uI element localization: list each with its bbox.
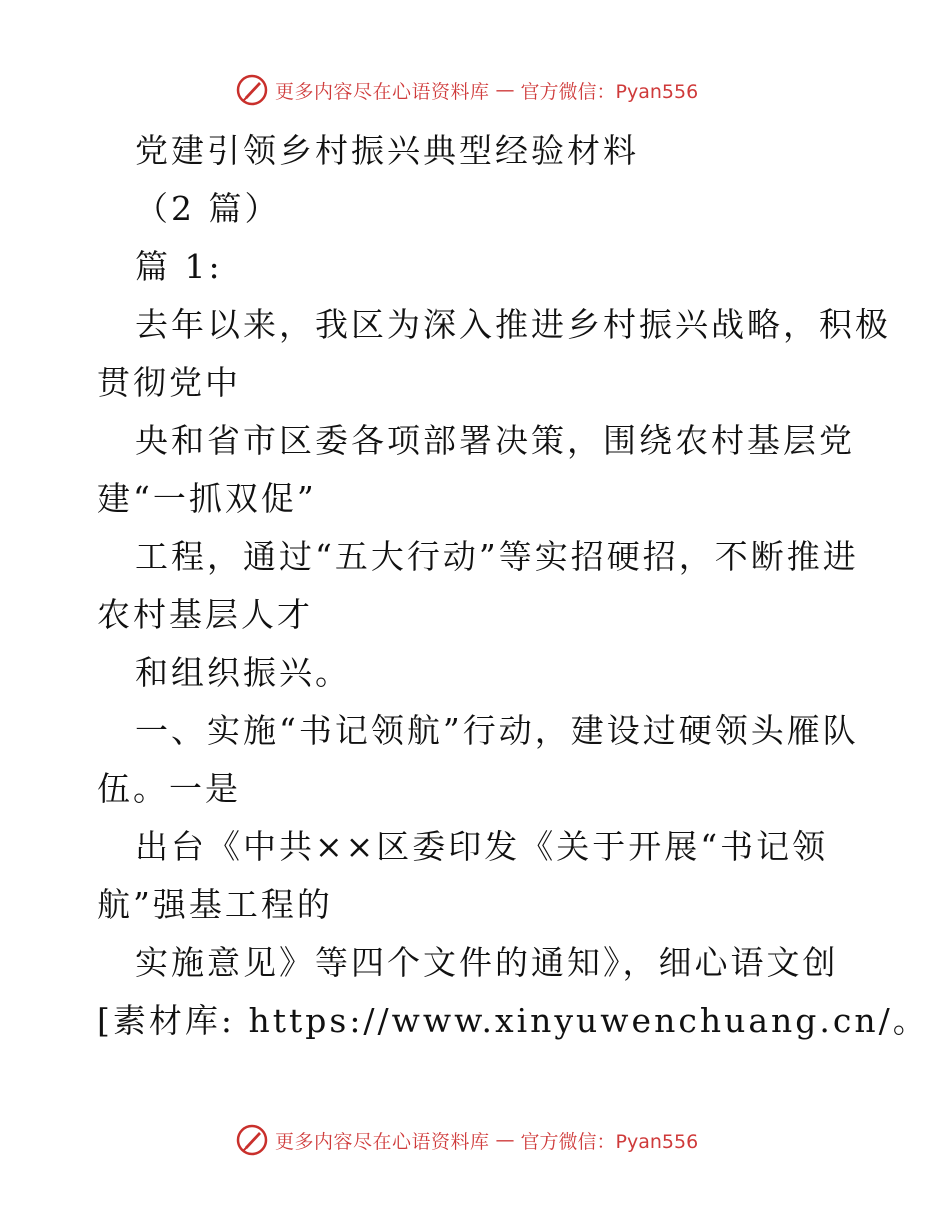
document-title: 党建引领乡村振兴典型经验材料 (135, 131, 639, 170)
paragraph-line: 工程，通过“五大行动”等实招硬招，不断推进 (135, 537, 859, 576)
watermark-wechat: 官方微信：Pyan556 (520, 1130, 699, 1153)
paragraph-line: 伍。一是 (97, 769, 241, 808)
paragraph-line: 出台《中共××区委印发《关于开展“书记领 (135, 827, 829, 866)
quill-logo-icon (235, 1123, 269, 1157)
paragraph-line: 贯彻党中 (97, 363, 241, 402)
document-subtitle: （2 篇） (135, 189, 281, 228)
heading-line: 一、实施“书记领航”行动，建设过硬领头雁队 (135, 711, 859, 750)
paragraph-line: 实施意见》等四个文件的通知》，细心语文创 (135, 943, 839, 982)
paragraph-line: 去年以来，我区为深入推进乡村振兴战略，积极 (135, 305, 891, 344)
watermark-text: 更多内容尽在心语资料库 (275, 1130, 490, 1153)
quill-logo-icon (235, 73, 269, 107)
footer-watermark (235, 1123, 698, 1157)
watermark-wechat: 官方微信：Pyan556 (520, 80, 699, 103)
document-body (97, 122, 929, 1050)
paragraph-line: 央和省市区委各项部署决策，围绕农村基层党 (135, 421, 855, 460)
section-label: 篇 1: (135, 247, 223, 286)
watermark-dash: — (495, 79, 515, 101)
paragraph-line: 建“一抓双促” (97, 479, 317, 518)
watermark-text: 更多内容尽在心语资料库 (275, 80, 490, 103)
paragraph-line: 航”强基工程的 (97, 885, 333, 924)
url-line: [素材库: https://www.xinyuwenchuang.cn/。 (97, 1001, 929, 1040)
watermark-dash: — (495, 1129, 515, 1151)
header-watermark (235, 73, 698, 107)
paragraph-line: 农村基层人才 (97, 595, 313, 634)
paragraph-line: 和组织振兴。 (135, 653, 351, 692)
